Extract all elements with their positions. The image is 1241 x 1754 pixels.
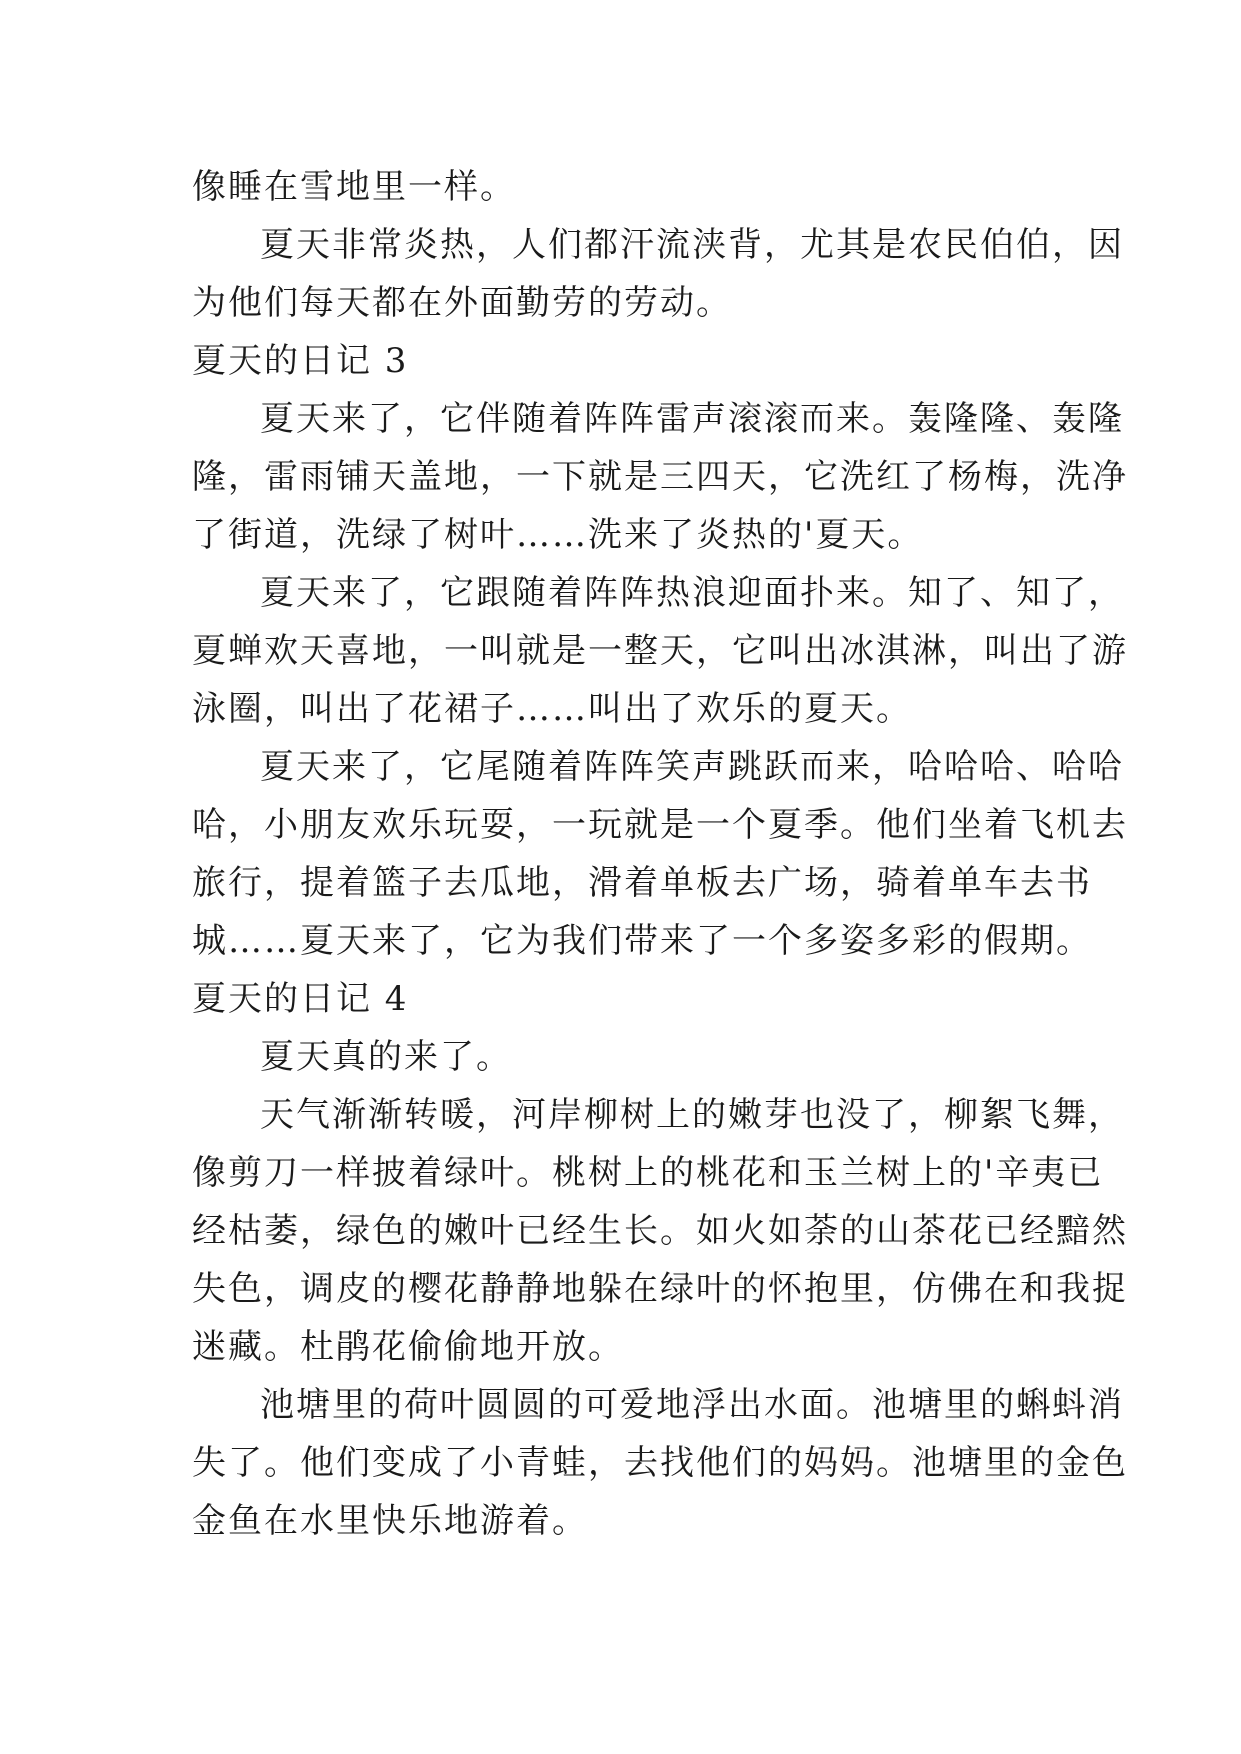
paragraph-start-line: 夏天真的来了。 xyxy=(260,1037,512,1077)
text-line: 哈，小朋友欢乐玩耍，一玩就是一个夏季。他们坐着飞机去 xyxy=(192,805,1128,845)
paragraph-start-line: 天气渐渐转暖，河岸柳树上的嫩芽也没了，柳絮飞舞， xyxy=(260,1095,1124,1135)
section-heading: 夏天的日记 3 xyxy=(192,341,409,381)
paragraph-start-line: 夏天非常炎热，人们都汗流浃背，尤其是农民伯伯，因 xyxy=(260,225,1124,265)
text-line: 夏蝉欢天喜地，一叫就是一整天，它叫出冰淇淋，叫出了游 xyxy=(192,631,1128,671)
document-body xyxy=(192,158,1128,1550)
text-line: 泳圈，叫出了花裙子……叫出了欢乐的夏天。 xyxy=(192,689,912,729)
text-line: 为他们每天都在外面勤劳的劳动。 xyxy=(192,283,732,323)
text-line: 城……夏天来了，它为我们带来了一个多姿多彩的假期。 xyxy=(192,921,1092,961)
text-line: 旅行，提着篮子去瓜地，滑着单板去广场，骑着单车去书 xyxy=(192,863,1092,903)
text-line: 金鱼在水里快乐地游着。 xyxy=(192,1501,588,1541)
paragraph-start-line: 夏天来了，它跟随着阵阵热浪迎面扑来。知了、知了， xyxy=(260,573,1124,613)
text-line: 失了。他们变成了小青蛙，去找他们的妈妈。池塘里的金色 xyxy=(192,1443,1128,1483)
paragraph-start-line: 夏天来了，它伴随着阵阵雷声滚滚而来。轰隆隆、轰隆 xyxy=(260,399,1124,439)
paragraph-start-line: 池塘里的荷叶圆圆的可爱地浮出水面。池塘里的蝌蚪消 xyxy=(260,1385,1124,1425)
text-line: 像睡在雪地里一样。 xyxy=(192,167,516,207)
text-line: 迷藏。杜鹃花偷偷地开放。 xyxy=(192,1327,624,1367)
text-line: 像剪刀一样披着绿叶。桃树上的桃花和玉兰树上的'辛夷已 xyxy=(192,1153,1104,1193)
text-line: 经枯萎，绿色的嫩叶已经生长。如火如荼的山茶花已经黯然 xyxy=(192,1211,1128,1251)
text-line: 了街道，洗绿了树叶……洗来了炎热的'夏天。 xyxy=(192,515,924,555)
text-line: 失色，调皮的樱花静静地躲在绿叶的怀抱里，仿佛在和我捉 xyxy=(192,1269,1128,1309)
paragraph-start-line: 夏天来了，它尾随着阵阵笑声跳跃而来，哈哈哈、哈哈 xyxy=(260,747,1124,787)
text-line: 隆，雷雨铺天盖地，一下就是三四天，它洗红了杨梅，洗净 xyxy=(192,457,1128,497)
section-heading: 夏天的日记 4 xyxy=(192,979,409,1019)
